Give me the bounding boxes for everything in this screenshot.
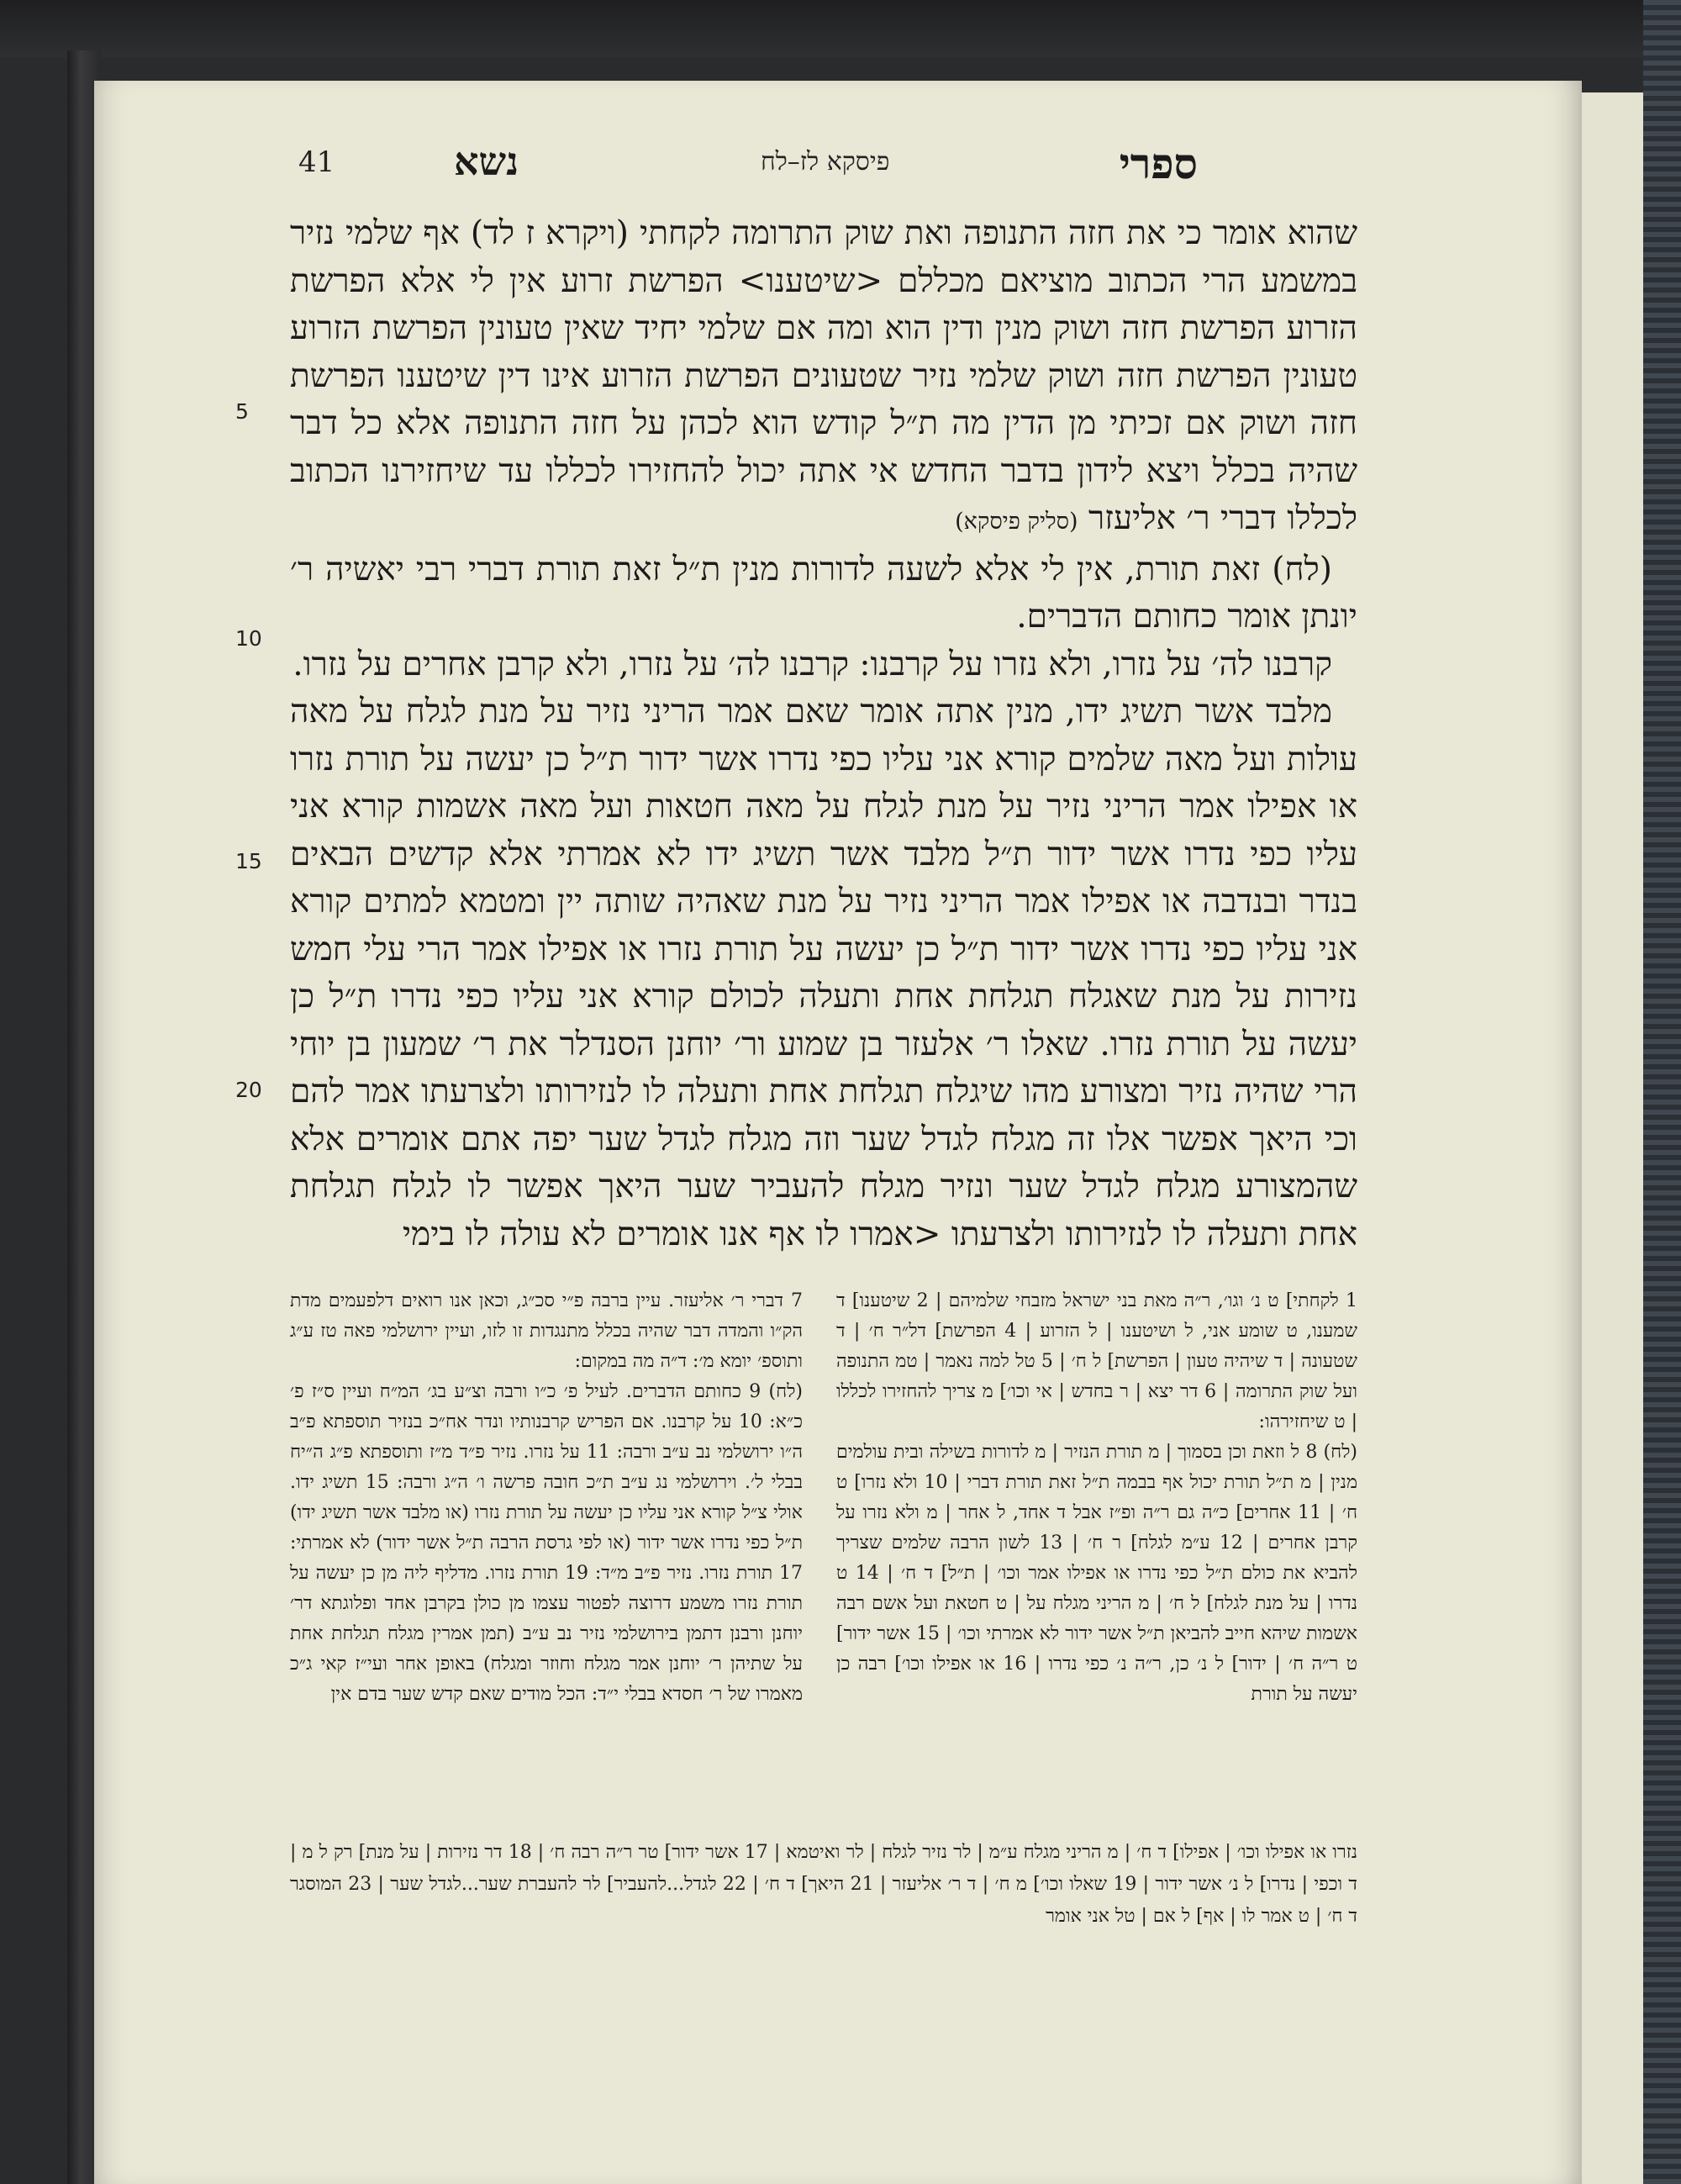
paragraph: מלבד אשר תשיג ידו, מנין אתה אומר שאם אמר הריני נזיר על מנת לגלח על מאה עולות ועל מאה שלמים קורא אני עליו כפי נדרו אשר ידור ת״ל כן יעשה על תורת נזרו או אפילו אמר הריני נזיר על מנת לגלח על מאה חטאות ועל מאה אשמות קורא אני עליו כפי נדרו אשר ידור ת״ל מלבד אשר תשיג ידו לא אמרתי אלא קדשים הבאים בנדר ובנדבה או אפילו אמר הריני נזיר על מנת שאהיה שותה יין ומטמא למתים קורא אני עליו כפי נדרו אשר ידור ת״ל כן יעשה על תורת נזרו או אפילו אמר הרי עלי חמש נזירות על מנת שאגלח תגלחת אחת ותעלה לכולם קורא אני עליו כפי נדרו ת״ל כן יעשה על תורת נזרו. שאלו ר׳ אלעזר בן שמוע ור׳ יוחנן הסנדלר את ר׳ שמעון בן יוחי הרי שהיה נזיר ומצורע מהו שיגלח תגלחת אחת ותעלה לו לנזירותו ולצרעתו אמר להם וכי היאך אפשר אלו זה מגלח לגדל שער וזה מגלח לגדל שער יפה אתם אומרים אלא שהמצורע מגלח לגדל שער ונזיר מגלח להעביר שער היאך אפשר לו לגלח תגלחת אחת ותעלה לו לנזירותו ולצרעתו <אמרו לו אף אנו אומרים לא עולה לו בימי	[290, 693, 1357, 1253]
line-number: 15	[235, 849, 262, 873]
footnotes-continued	[290, 1837, 1357, 1933]
adjacent-page-edge	[1572, 92, 1645, 2184]
variant-readings-column	[836, 1286, 1357, 1710]
footnote-block: (לח) 8 ל וזאת וכן בסמוך | מ תורת הנזיר | מ לדורות בשילה ובית עולמים מנין | מ ת״ל תורת יכול אף בבמה ת״ל זאת תורת דברי | 10 ולא נזרו] ט ח׳ | 11 אחרים] כ״ה גם ר״ה ופ״ז אבל ד אחד, ל אחר | מ ולא נזרו על קרבן אחרים | 12 ע״מ לגלח] ר ח׳ | 13 לשון הרבה שלמים שצריך להביא את כולם ת״ל כפי נדרו או אפילו אמר וכו׳ | ת״ל] ד ח׳ | 14 ט נדרו | על מנת לגלח] ל ח׳ | מ הריני מגלח על | ט חטאת ועל אשם רבה אשמות שיהא חייב להביאן ת״ל אשר ידור לא אמרתי וכו׳ | 15 אשר ידור] ט ר״ה ח׳ | ידור] ל נ׳ כן, ר״ה נ׳ כפי נדרו | 16 או אפילו וכו׳] רבה כן יעשה על תורת	[836, 1442, 1358, 1705]
footnote-block: 7 דברי ר׳ אליעזר. עיין ברבה פ״י סכ״ג, וכאן אנו רואים דלפעמים מדת הק״ו והמדה דבר שהיה בכלל מתנגדות זו לזו, ועיין ירושלמי פאה טז ע״ג ותוספ׳ יומא מ׳: ד״ה מה במקום:	[290, 1290, 803, 1372]
paragraph: קרבנו לה׳ על נזרו, ולא נזרו על קרבנו: קרבנו לה׳ על נזרו, ולא קרבן אחרים על נזרו.	[292, 645, 1332, 683]
paragraph-text: שהוא אומר כי את חזה התנופה ואת שוק התרומה לקחתי (ויקרא ז לד) אף שלמי נזיר במשמע הרי הכתוב מוציאם מכללם <שיטענו> הפרשת זרוע אין לי אלא הפרשת הזרוע הפרשת חזה ושוק מנין ודין הוא ומה אם שלמי יחיד שאין טעונין הפרשת הזרוע טעונין הפרשת חזה ושוק שלמי נזיר שטעונים הפרשת הזרוע אינו דין שיטענו הפרשת חזה ושוק אם זכיתי מן הדין מה ת״ל קודש הוא לכהן על חזה התנופה אלא כל דבר שהיה בכלל ויצא לידון בדבר החדש אי אתה יכול להחזירו לכללו עד שיחזירנו הכתוב לכללו דברי ר׳ אליעזר	[290, 214, 1357, 537]
page-header	[290, 139, 1206, 198]
book-title: ספרי	[1119, 139, 1198, 188]
line-number: 5	[235, 399, 249, 424]
section-end-marker: (סליק פיסקא)	[955, 509, 1078, 535]
section-reference: פיסקא לז–לח	[761, 147, 890, 177]
paragraph: (לח) זאת תורת, אין לי אלא לשעה לדורות מנין ת״ל זאת תורת דברי רבי יאשיה ר׳ יונתן אומר כחותם הדברים.	[290, 550, 1357, 636]
running-title: נשא	[454, 139, 519, 184]
commentary-column	[290, 1286, 803, 1710]
footnote-block: 1 לקחתי] ט נ׳ וגו׳, ר״ה מאת בני ישראל מזבחי שלמיהם | 2 שיטענו] ד שמענו, ט שומע אני, ל ושיטענו | ל הזרוע | 4 הפרשת] דל״ר ח׳ | ד שטעונה | ד שיהיה טעון | הפרשת] ל ח׳ | 5 טל למה נאמר | טמ התנופה ועל שוק התרומה | 6 דר יצא | ר בחדש | אי וכו׳] מ צריך להחזירו לכללו | ט שיחזירהו:	[836, 1290, 1357, 1432]
paragraph	[290, 210, 1357, 546]
footnote-block: (לח) 9 כחותם הדברים. לעיל פ׳ כ״ו ורבה וצ״ע בג׳ המ״ח ועיין ס״ז פ׳ כ״א: 10 על קרבנו. אם הפריש קרבנותיו ונדר אח״כ בנזיר תוספתא פ״ב ה״ו ירושלמי נב ע״ב ורבה: 11 על נזרו. נזיר פ״ד מ״ז ותוספתא פ״ג ה״יח בבלי ל׳. וירושלמי נג ע״ב ת״כ חובה פרשה ו׳ ה״ג ורבה: 15 תשיג ידו. אולי צ״ל קורא אני עליו כן יעשה על תורת נזרו (או מלבד אשר תשיג ידו) ת״ל כפי נדרו אשר ידור (או לפי גרסת הרבה ת״ל אשר ידור) לא אמרתי: 17 תורת נזרו. נזיר פ״ב מ״ד: 19 תורת נזרו. מדליף ליה מן כן יעשה על תורת נזרו משמע דרוצה לפטור עצמו מן כולן בקרבן אחד ופלוגתא דר׳ יוחנן ורבנן דתמן בירושלמי נזיר נב ע״ב (תמן אמרין מגלח תגלחת אחת על שתיהן ר׳ יוחנן אמר מגלח וחוזר ומגלח) באופן אחר ועי״ז קאי ג״כ מאמרו של ר׳ חסדא בבלי י״ד: הכל מודים שאם קדש שער בדם אין	[290, 1381, 804, 1705]
main-text	[290, 210, 1357, 1258]
scan-background	[0, 0, 1681, 57]
book-spine	[1643, 0, 1681, 2184]
line-number: 10	[235, 626, 262, 651]
line-number: 20	[235, 1078, 262, 1102]
page-number: 41	[298, 145, 335, 179]
footnote-block: נזרו או אפילו וכו׳ | אפילו] ד ח׳ | מ הריני מגלח ע״מ | לר נזיר לגלח | לר ואיטמא | 17 אשר ידור] טר ר״ה רבה ח׳ | 18 דר נזירות | על מנת] רק ל מ | ד וכפי | נדרו] ל נ׳ אשר ידור | 19 שאלו וכו׳] מ ח׳ | ד ר׳ אליעזר | 21 היאך] ד ח׳ | 22 לגדל...להעביר] לר להעברת שער...לגדל שער | 23 המוסגר ד ח׳ | ט אמר לו | אף] ל אם | טל אני אומר	[290, 1842, 1357, 1927]
